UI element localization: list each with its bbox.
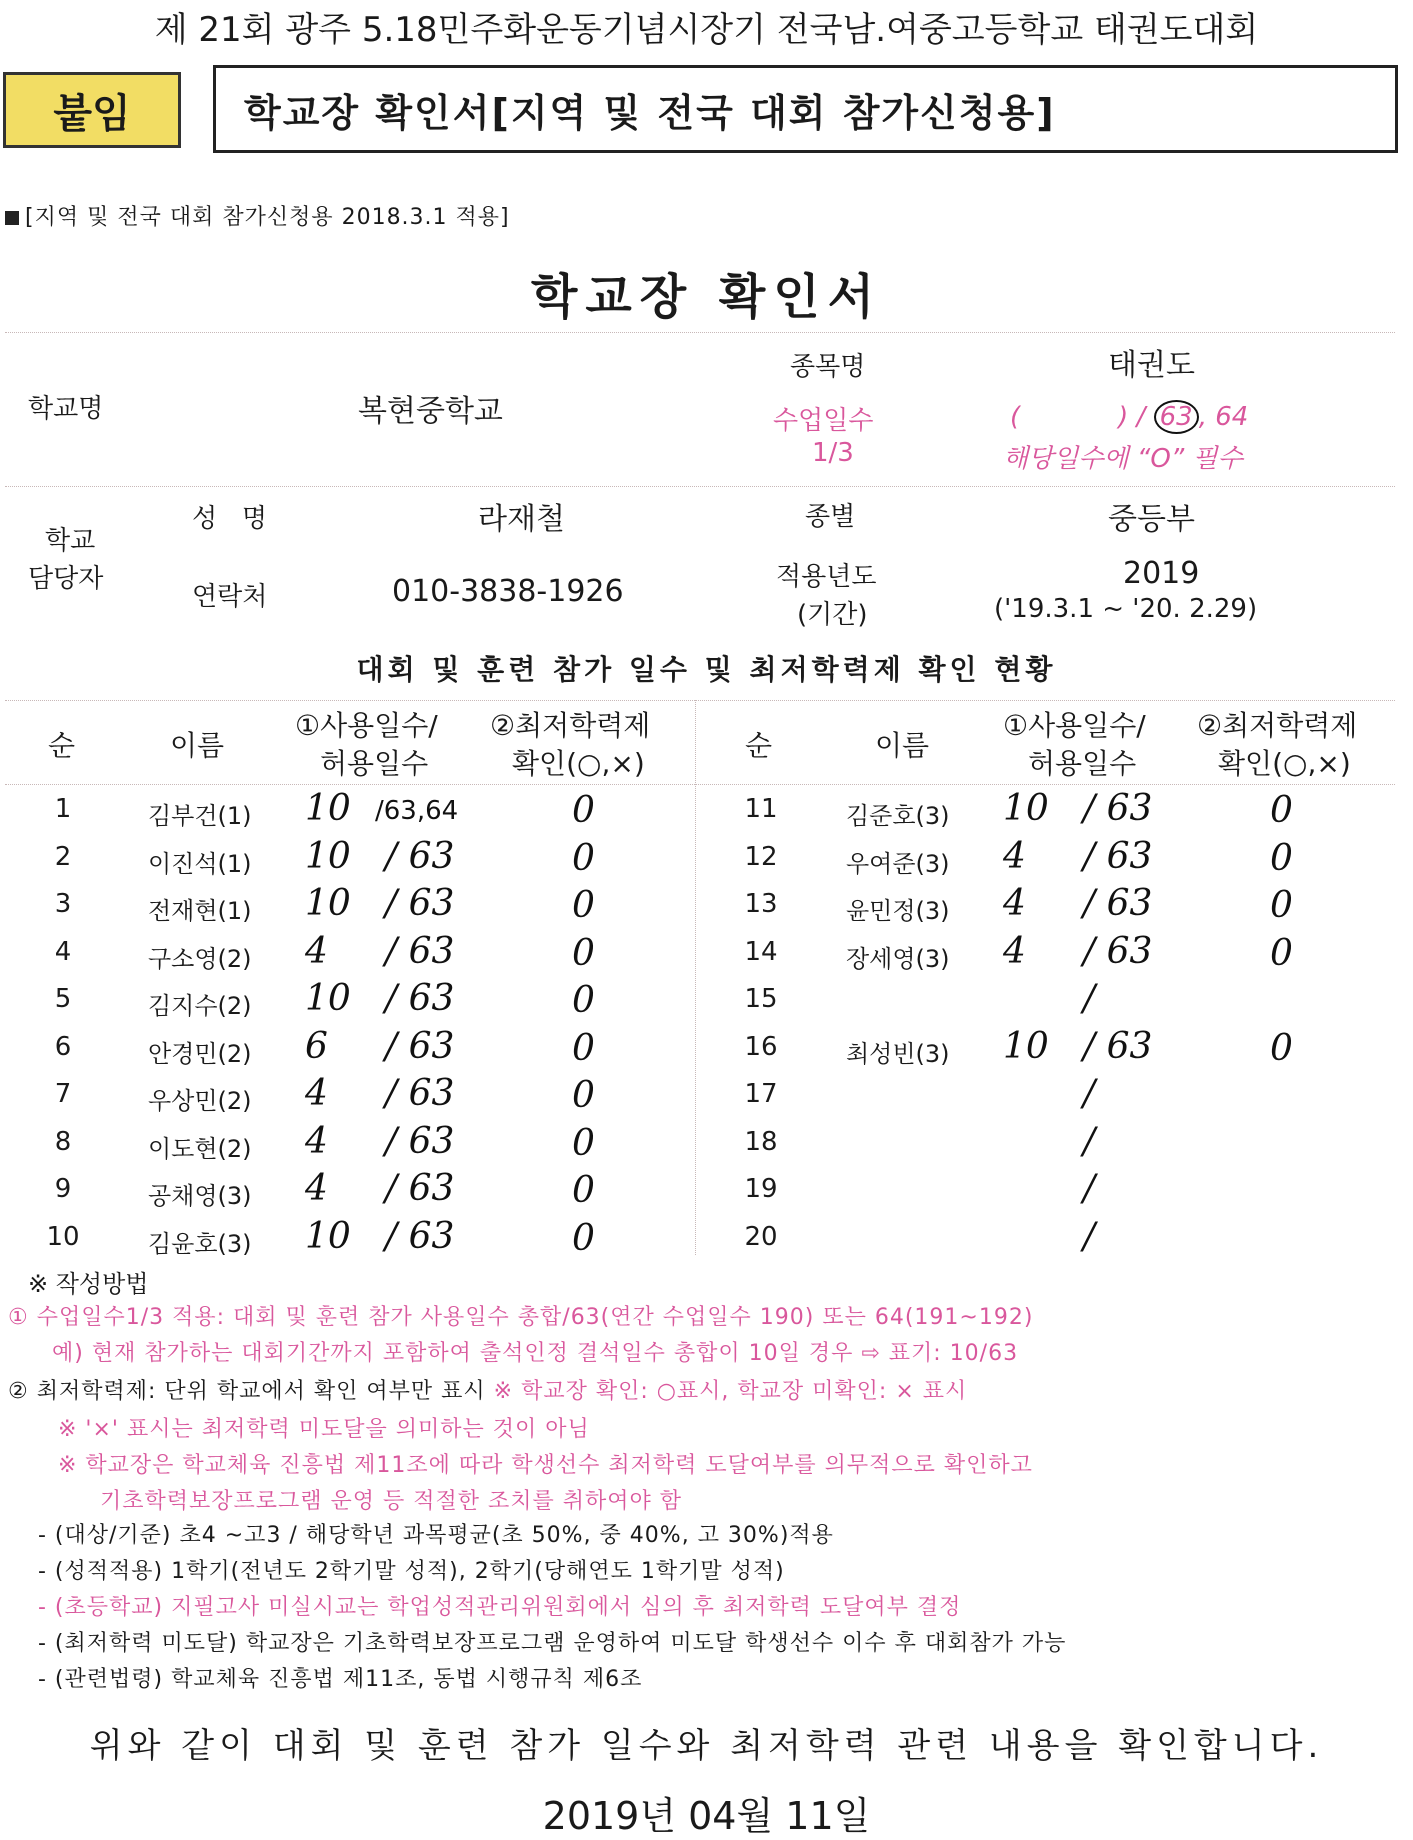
year-value: 2019: [1123, 556, 1200, 591]
col-header-check-mark: 확인(○,×): [512, 747, 645, 780]
rule-law: - (관련법령) 학교체육 진흥법 제11조, 동법 시행규칙 제6조: [38, 1667, 643, 1692]
instruction-1-line-2: 예) 현재 참가하는 대회기간까지 포함하여 출석인정 결석일수 총합이 10일 경우 ⇨ 표기: 10/63: [52, 1341, 1019, 1366]
class-days-label: 수업일수: [773, 406, 874, 436]
name-label: 성 명: [192, 504, 268, 534]
minimum-academic-check: 0: [572, 1218, 595, 1259]
divider: [5, 784, 1395, 785]
allowed-days: / 63: [385, 1121, 455, 1162]
student-name: 김준호(3): [846, 802, 950, 830]
instruction-2: [8, 1374, 967, 1405]
minimum-academic-check: 0: [1270, 790, 1293, 831]
minimum-academic-check: 0: [1270, 933, 1293, 974]
col-header-name: 이름: [170, 729, 225, 762]
allowed-days: /: [1083, 1073, 1096, 1114]
year-label: 적용년도: [776, 562, 877, 592]
col-header-check: ②최저학력제: [1197, 709, 1358, 742]
row-number: 12: [744, 842, 778, 872]
allowed-days: /: [1083, 1168, 1096, 1209]
used-days: 10: [305, 788, 351, 829]
col-header-name: 이름: [875, 729, 930, 762]
selected-63-circle: [1154, 400, 1199, 434]
allowed-days: / 63: [385, 931, 455, 972]
minimum-academic-check: 0: [1270, 885, 1293, 926]
form-note: [5, 200, 510, 231]
class-days-fraction: 1/3: [812, 438, 854, 468]
allowed-days: / 63: [1083, 1026, 1153, 1067]
col-header-check: ②최저학력제: [490, 709, 651, 742]
allowed-days: / 63: [1083, 788, 1153, 829]
student-name: 최성빈(3): [846, 1040, 950, 1068]
instructions-heading: ※ 작성방법: [28, 1270, 149, 1298]
col-header-check-mark: 확인(○,×): [1218, 747, 1351, 780]
rule-grades: - (성적적용) 1학기(전년도 2학기말 성적), 2학기(당해연도 1학기말 성적): [38, 1559, 785, 1584]
minimum-academic-check: 0: [572, 838, 595, 879]
allowed-days: /: [1083, 1216, 1096, 1257]
note-law-line-1: ※ 학교장은 학교체육 진흥법 제11조에 따라 학생선수 최저학력 도달여부를 의무적으로 확인하고: [58, 1453, 1033, 1478]
manager-name: 라재철: [478, 502, 565, 537]
allowed-days: /: [1083, 978, 1096, 1019]
minimum-academic-check: 0: [1270, 1028, 1293, 1069]
used-days: 4: [305, 1121, 328, 1162]
instruction-2-text: ② 최저학력제: 단위 학교에서 확인 여부만 표시: [8, 1379, 486, 1404]
event-title: 제 21회 광주 5.18민주화운동기념시장기 전국남.여중고등학교 태권도대회: [154, 10, 1259, 50]
school-value: 복현중학교: [358, 394, 503, 429]
student-name: 김지수(2): [148, 992, 252, 1020]
used-days: 10: [305, 836, 351, 877]
form-title: 학교장 확인서[지역 및 전국 대회 참가신청용]: [213, 65, 1398, 153]
class-days-64: , 64: [1198, 402, 1249, 432]
divider: [5, 700, 1395, 701]
note-x-mark: ※ '×' 표시는 최저학력 미도달을 의미하는 것이 아님: [58, 1417, 590, 1442]
column-divider: [695, 700, 696, 1255]
row-number: 19: [744, 1174, 778, 1204]
attachment-badge: 붙임: [3, 72, 181, 148]
division-label: 종별: [805, 502, 856, 532]
class-days-note: 해당일수에 “O” 필수: [1003, 444, 1243, 474]
allowed-days: / 63: [385, 1216, 455, 1257]
row-number: 14: [744, 937, 778, 967]
school-label: 학교명: [28, 394, 104, 424]
divider: [5, 486, 1395, 487]
row-number: 6: [54, 1032, 72, 1062]
used-days: 4: [1003, 883, 1026, 924]
square-bullet-icon: [5, 211, 19, 225]
used-days: 4: [305, 1073, 328, 1114]
period-value: ('19.3.1 ~ '20. 2.29): [994, 594, 1258, 624]
col-header-days-allow: 허용일수: [320, 747, 429, 780]
form-note-text: [지역 및 전국 대회 참가신청용 2018.3.1 적용]: [25, 205, 510, 230]
student-name: 안경민(2): [148, 1040, 252, 1068]
rule-not-reached: - (최저학력 미도달) 학교장은 기초학력보장프로그램 운영하여 미도달 학생선수 이수 후 대회참가 가능: [38, 1631, 1067, 1656]
contact-value: 010-3838-1926: [392, 574, 624, 609]
minimum-academic-check: 0: [572, 885, 595, 926]
allowed-days: / 63: [385, 1073, 455, 1114]
student-name: 장세영(3): [846, 945, 950, 973]
student-name: 공채영(3): [148, 1182, 252, 1210]
student-name: 우상민(2): [148, 1087, 252, 1115]
minimum-academic-check: 0: [572, 980, 595, 1021]
row-number: 17: [744, 1079, 778, 1109]
table-subtitle: 대회 및 훈련 참가 일수 및 최저학력제 확인 현황: [356, 653, 1057, 686]
col-header-days: ①사용일수/: [1003, 709, 1146, 742]
col-header-days: ①사용일수/: [295, 709, 438, 742]
rule-elementary: - (초등학교) 지필고사 미실시교는 학업성적관리위원회에서 심의 후 최저학력 도달여부 결정: [38, 1595, 962, 1620]
instruction-2-note: ※ 학교장 확인: ○표시, 학교장 미확인: × 표시: [493, 1379, 968, 1404]
row-number: 3: [54, 889, 72, 919]
class-days-63: 63: [1159, 402, 1193, 432]
minimum-academic-check: 0: [572, 1028, 595, 1069]
student-name: 전재현(1): [148, 897, 252, 925]
allowed-days: /63,64: [375, 796, 459, 826]
row-number: 11: [744, 794, 778, 824]
manager-label-1: 학교: [45, 526, 96, 556]
used-days: 4: [1003, 836, 1026, 877]
row-number: 13: [744, 889, 778, 919]
student-name: 김부건(1): [148, 802, 252, 830]
period-label: (기간): [797, 600, 868, 630]
col-header-days-allow: 허용일수: [1028, 747, 1137, 780]
used-days: 10: [305, 883, 351, 924]
used-days: 10: [305, 1216, 351, 1257]
row-number: 20: [744, 1222, 778, 1252]
student-name: 김윤호(3): [148, 1230, 252, 1258]
row-number: 4: [54, 937, 72, 967]
divider: [5, 332, 1395, 333]
row-number: 2: [54, 842, 72, 872]
minimum-academic-check: 0: [1270, 838, 1293, 879]
student-name: 우여준(3): [846, 850, 950, 878]
class-days-open: (: [1010, 402, 1021, 432]
minimum-academic-check: 0: [572, 1075, 595, 1116]
allowed-days: / 63: [1083, 883, 1153, 924]
allowed-days: / 63: [1083, 836, 1153, 877]
rule-target: - (대상/기준) 초4 ~고3 / 해당학년 과목평균(초 50%, 중 40%, 고 30%)적용: [38, 1523, 834, 1548]
class-days-options: [1010, 400, 1248, 434]
sport-label: 종목명: [790, 352, 866, 382]
row-number: 15: [744, 984, 778, 1014]
contact-label: 연락처: [192, 582, 268, 612]
row-number: 5: [54, 984, 72, 1014]
used-days: 10: [305, 978, 351, 1019]
student-name: 구소영(2): [148, 945, 252, 973]
row-number: 18: [744, 1127, 778, 1157]
document-date: 2019년 04월 11일: [542, 1794, 871, 1838]
row-number: 9: [54, 1174, 72, 1204]
note-law-line-2: 기초학력보장프로그램 운영 등 적절한 조치를 취하여야 함: [100, 1489, 683, 1514]
sport-value: 태권도: [1108, 348, 1195, 383]
row-number: 1: [54, 794, 72, 824]
row-number: 10: [46, 1222, 80, 1252]
row-number: 7: [54, 1079, 72, 1109]
used-days: 6: [305, 1026, 328, 1067]
division-value: 중등부: [1108, 502, 1195, 537]
used-days: 4: [305, 1168, 328, 1209]
document-title: 학교장 확인서: [531, 269, 882, 325]
used-days: 10: [1003, 1026, 1049, 1067]
used-days: 4: [305, 931, 328, 972]
allowed-days: / 63: [385, 883, 455, 924]
class-days-close: ) /: [1118, 402, 1146, 432]
minimum-academic-check: 0: [572, 1123, 595, 1164]
student-name: 이도현(2): [148, 1135, 252, 1163]
allowed-days: / 63: [385, 978, 455, 1019]
col-header-no: 순: [48, 729, 76, 762]
allowed-days: / 63: [385, 836, 455, 877]
allowed-days: / 63: [1083, 931, 1153, 972]
minimum-academic-check: 0: [572, 790, 595, 831]
used-days: 10: [1003, 788, 1049, 829]
used-days: 4: [1003, 931, 1026, 972]
confirmation-statement: 위와 같이 대회 및 훈련 참가 일수와 최저학력 관련 내용을 확인합니다.: [89, 1726, 1324, 1766]
row-number: 16: [744, 1032, 778, 1062]
student-name: 윤민정(3): [846, 897, 950, 925]
col-header-no: 순: [745, 729, 773, 762]
student-name: 이진석(1): [148, 850, 252, 878]
minimum-academic-check: 0: [572, 933, 595, 974]
allowed-days: / 63: [385, 1026, 455, 1067]
allowed-days: / 63: [385, 1168, 455, 1209]
instruction-1-line-1: ① 수업일수1/3 적용: 대회 및 훈련 참가 사용일수 총합/63(연간 수업일수 190) 또는 64(191~192): [8, 1305, 1034, 1330]
minimum-academic-check: 0: [572, 1170, 595, 1211]
manager-label-2: 담당자: [28, 564, 104, 594]
allowed-days: /: [1083, 1121, 1096, 1162]
row-number: 8: [54, 1127, 72, 1157]
